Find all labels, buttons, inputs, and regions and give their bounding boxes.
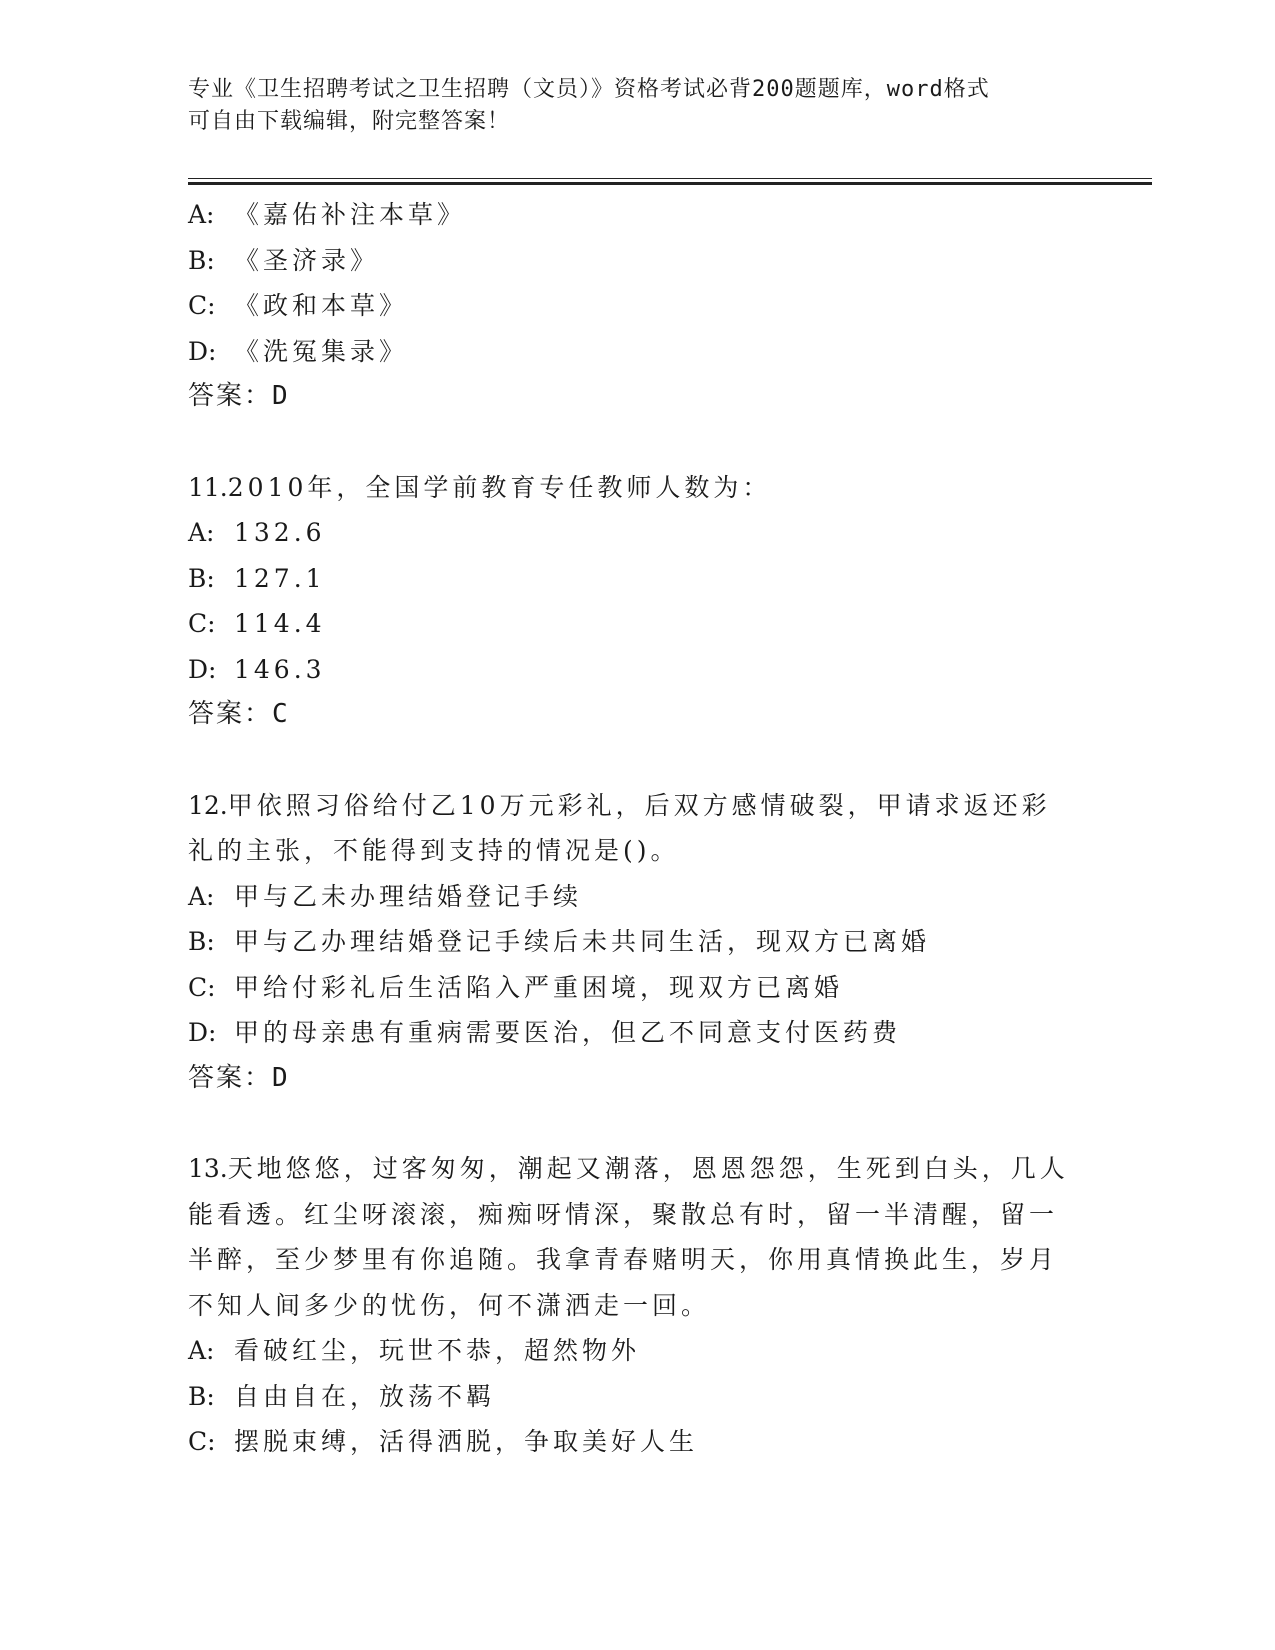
option-letter: C: — [188, 972, 216, 1002]
option-letter: A: — [188, 200, 215, 229]
question-stem-text: 2010年，全国学前教育专任教师人数为： — [227, 472, 772, 502]
page-header — [188, 74, 1088, 138]
option-a — [188, 1328, 1108, 1374]
spacer — [188, 1101, 1108, 1146]
option-letter: D: — [188, 654, 217, 684]
question-stem-text: 甲依照习俗给付乙10万元彩礼，后双方感情破裂，甲请求返还彩 — [227, 790, 1051, 820]
answer-label: 答案： — [188, 699, 273, 729]
option-letter: D: — [188, 336, 217, 366]
question-stem-continued: 不知人间多少的忧伤，何不潇洒走一回。 — [188, 1290, 711, 1320]
option-d — [188, 1010, 1108, 1056]
question-number: 11. — [188, 472, 228, 502]
option-a — [188, 510, 1108, 556]
option-c — [188, 965, 1108, 1011]
option-text: 114.4 — [234, 609, 326, 638]
spacer — [188, 738, 1108, 783]
option-text: 《圣济录》 — [234, 245, 380, 275]
answer-value: D — [272, 381, 288, 411]
option-text: 《洗冤集录》 — [234, 336, 409, 366]
answer-label: 答案： — [188, 381, 273, 411]
question-10 — [188, 192, 1108, 420]
option-d — [188, 647, 1108, 693]
question-number: 12. — [188, 790, 228, 820]
option-letter: C: — [188, 1427, 216, 1456]
option-text: 甲与乙未办理结婚登记手续 — [234, 881, 583, 911]
option-text: 《政和本草》 — [234, 291, 409, 320]
option-text: 146.3 — [234, 654, 326, 684]
answer-label: 答案： — [188, 1062, 273, 1093]
option-text: 甲给付彩礼后生活陷入严重困境，现双方已离婚 — [234, 972, 844, 1002]
question-stem — [188, 465, 1108, 511]
question-stem — [188, 783, 1108, 829]
option-b — [188, 238, 1108, 284]
option-a — [188, 874, 1108, 920]
option-letter: B: — [188, 1381, 215, 1411]
question-stem-continued: 礼的主张，不能得到支持的情况是()。 — [188, 836, 680, 865]
option-c — [188, 283, 1108, 329]
answer-line — [188, 1056, 1108, 1102]
question-11 — [188, 465, 1108, 738]
option-text: 甲与乙办理结婚登记手续后未共同生活，现双方已离婚 — [234, 927, 931, 956]
option-letter: C: — [188, 291, 216, 320]
header-title-line-2: 可自由下载编辑，附完整答案！ — [188, 109, 511, 134]
option-letter: D: — [188, 1018, 217, 1047]
option-text: 看破红尘，玩世不恭，超然物外 — [234, 1336, 641, 1365]
question-stem-text: 天地悠悠，过客匆匆，潮起又潮落，恩恩怨怨，生死到白头，几人 — [227, 1154, 1069, 1183]
header-divider-thin — [188, 178, 1152, 179]
option-text: 摆脱束缚，活得洒脱，争取美好人生 — [234, 1427, 699, 1456]
option-letter: A: — [188, 881, 215, 911]
option-b — [188, 1374, 1108, 1420]
question-stem-continued: 半醉，至少梦里有你追随。我拿青春赌明天，你用真情换此生，岁月 — [188, 1245, 1059, 1274]
spacer — [188, 420, 1108, 465]
option-text: 《嘉佑补注本草》 — [234, 200, 467, 229]
answer-line — [188, 692, 1108, 738]
option-c — [188, 601, 1108, 647]
option-letter: B: — [188, 927, 215, 956]
option-a — [188, 192, 1108, 238]
option-text: 127.1 — [234, 563, 326, 593]
option-letter: B: — [188, 563, 215, 593]
option-c — [188, 1419, 1108, 1465]
option-d — [188, 329, 1108, 375]
question-number: 13. — [188, 1154, 228, 1183]
question-stem — [188, 1146, 1108, 1192]
option-letter: B: — [188, 245, 215, 275]
answer-value: C — [272, 699, 288, 729]
option-text: 自由自在，放荡不羁 — [234, 1381, 496, 1411]
header-divider-thick — [188, 182, 1152, 185]
option-letter: C: — [188, 609, 216, 638]
option-b — [188, 919, 1108, 965]
question-13 — [188, 1146, 1108, 1465]
header-title-line-1: 专业《卫生招聘考试之卫生招聘（文员）》资格考试必背200题题库，word格式 — [188, 77, 990, 102]
option-letter: A: — [188, 518, 215, 547]
question-content — [188, 192, 1108, 1465]
option-text: 132.6 — [234, 518, 326, 547]
question-stem-continued: 能看透。红尘呀滚滚，痴痴呀情深，聚散总有时，留一半清醒，留一 — [188, 1199, 1059, 1229]
option-b — [188, 556, 1108, 602]
option-letter: A: — [188, 1336, 215, 1365]
answer-line — [188, 374, 1108, 420]
question-12 — [188, 783, 1108, 1102]
answer-value: D — [272, 1062, 288, 1093]
option-text: 甲的母亲患有重病需要医治，但乙不同意支付医药费 — [234, 1018, 902, 1047]
